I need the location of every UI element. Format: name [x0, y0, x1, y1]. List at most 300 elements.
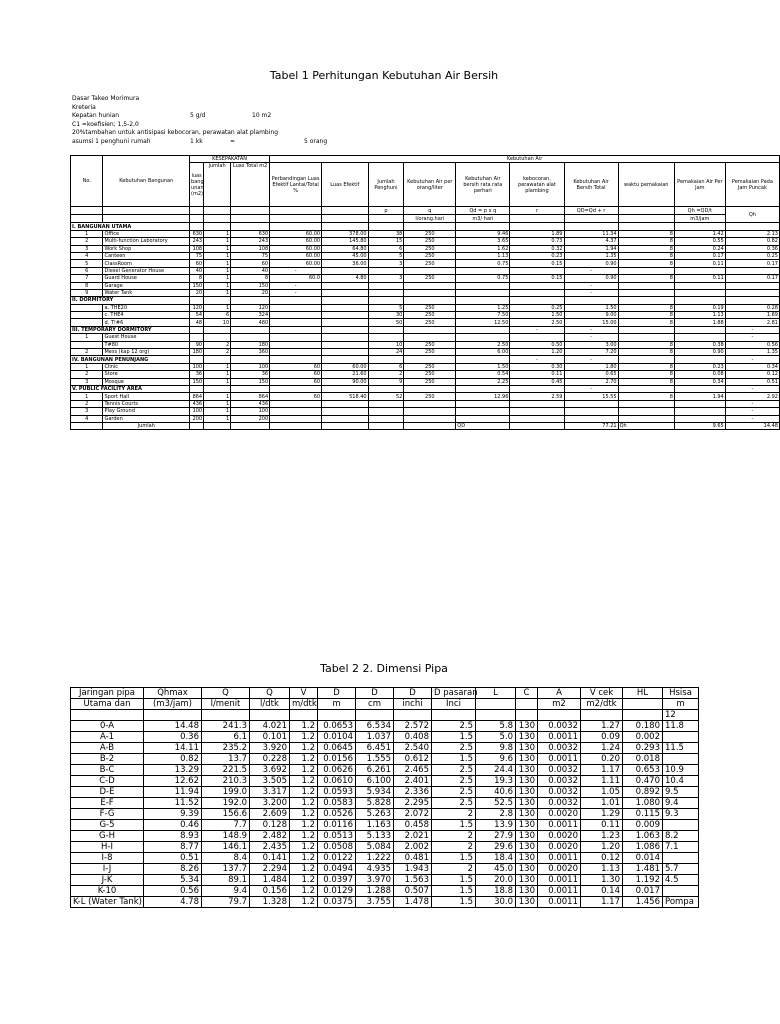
table1-cell: 120 — [190, 304, 204, 311]
table1-cell: Work Shop — [103, 245, 190, 252]
table1-cell — [725, 297, 779, 304]
table1-cell — [368, 289, 404, 296]
table2-cell — [663, 732, 699, 743]
table1-cell: 4.80 — [322, 275, 369, 282]
table1-title: Tabel 1 Perhitungan Kebutuhan Air Bersih — [269, 69, 499, 82]
table1-cell — [456, 334, 510, 341]
table1-cell: 250 — [404, 341, 456, 348]
table1-row — [71, 326, 780, 333]
table1-cell: 8 — [618, 230, 674, 237]
table1-cell: 1 — [204, 260, 231, 267]
table1-cell: 36 — [190, 371, 204, 378]
table1-cell: 2.50 — [510, 319, 564, 326]
table2-row — [71, 831, 699, 842]
table1-cell — [510, 282, 564, 289]
table1-cell: 5 — [71, 260, 103, 267]
table2-cell: 0.141 — [250, 853, 290, 864]
table1-cell: 1.50 — [456, 363, 510, 370]
table1-cell: 2 — [71, 400, 103, 407]
table2-cell: 13.9 — [476, 820, 516, 831]
table1-cell: Play Ground — [103, 408, 190, 415]
table1-row — [71, 275, 780, 282]
table2-cell: 0.51 — [144, 853, 202, 864]
table2-cell: 5.934 — [356, 787, 394, 798]
table1-cell — [270, 341, 322, 348]
table1-cell — [456, 326, 510, 333]
th-pemakaian-puncak: Pemakaian Pada Jam Puncak — [725, 163, 779, 207]
table1-cell: 60 — [270, 393, 322, 400]
table2-cell: 20.0 — [476, 875, 516, 886]
table2-cell: B-C — [71, 765, 144, 776]
table2-cell — [290, 710, 318, 721]
table2-cell: 2.8 — [476, 809, 516, 820]
table1-cell — [204, 334, 231, 341]
table1-cell — [725, 267, 779, 274]
table2-cell: 14.11 — [144, 743, 202, 754]
table1-total-cell — [322, 422, 369, 429]
table2-cell: B-2 — [71, 754, 144, 765]
table1-cell: 108 — [190, 245, 204, 252]
table2-title: Tabel 2 2. Dimensi Pipa — [320, 662, 448, 675]
table1-cell: 3 — [71, 408, 103, 415]
table2-cell: 1.5 — [432, 875, 476, 886]
table1-cell: 1 — [71, 363, 103, 370]
table2-cell — [71, 710, 144, 721]
table1-total-cell — [270, 422, 322, 429]
table1-cell: 0.36 — [725, 245, 779, 252]
meta-line1: Dasar Takeo Morimura — [72, 95, 140, 102]
table2-row — [71, 732, 699, 743]
table2-cell — [202, 710, 250, 721]
table1-cell: a. THE20 — [103, 304, 190, 311]
table1-cell — [270, 408, 322, 415]
table2-cell: 0.20 — [581, 754, 623, 765]
table1-cell: 36.00 — [322, 260, 369, 267]
table2-cell — [476, 710, 516, 721]
table2-cell: 4.021 — [250, 721, 290, 732]
table2-cell: 130 — [516, 787, 538, 798]
table1-cell — [510, 334, 564, 341]
table2-header: A — [538, 688, 581, 699]
table1-cell — [204, 223, 231, 230]
table1-cell: 250 — [404, 230, 456, 237]
table1-cell: 15.00 — [564, 319, 618, 326]
table1-row — [71, 415, 780, 422]
table1-total-cell — [204, 422, 231, 429]
table1-cell: 250 — [404, 363, 456, 370]
table1-cell: 2.81 — [725, 319, 779, 326]
th-luas-total: Luas Total m2 — [231, 163, 270, 207]
table2-cell: 0.408 — [394, 732, 432, 743]
table2-cell: 130 — [516, 897, 538, 908]
table2-cell: 0.009 — [623, 820, 663, 831]
table1-row — [71, 349, 780, 356]
table1-row — [71, 400, 780, 407]
table2-cell: 79.7 — [202, 897, 250, 908]
table1-cell: ClassRoom — [103, 260, 190, 267]
table1-cell: 243 — [190, 238, 204, 245]
table2-row — [71, 809, 699, 820]
table1-cell: 1 — [204, 275, 231, 282]
table2-row — [71, 820, 699, 831]
table1-cell: 6 — [368, 245, 404, 252]
table1-cell — [71, 319, 103, 326]
table1-cell — [322, 319, 369, 326]
table1-cell — [190, 223, 204, 230]
table1-cell — [404, 334, 456, 341]
table1-cell: 0.17 — [725, 275, 779, 282]
table2-cell: 8.26 — [144, 864, 202, 875]
table2-cell: 1.23 — [581, 831, 623, 842]
table2-cell: 0.101 — [250, 732, 290, 743]
table1-cell: 3 — [71, 245, 103, 252]
table2-header: HL — [623, 688, 663, 699]
table1-cell: 8 — [618, 363, 674, 370]
table2-cell: 2.5 — [432, 721, 476, 732]
table2-cell: 9.6 — [476, 754, 516, 765]
table1-cell — [456, 282, 510, 289]
table1-cell: 436 — [231, 400, 270, 407]
th-luas-efektif: Luas Efektif — [322, 163, 369, 207]
table2-cell: 3.505 — [250, 776, 290, 787]
table2-cell: 0-A — [71, 721, 144, 732]
table1-cell: 250 — [404, 393, 456, 400]
table1-row — [71, 385, 780, 392]
table2-cell: 1.163 — [356, 820, 394, 831]
table1-row — [71, 312, 780, 319]
table1-cell: 1.13 — [456, 252, 510, 259]
table1-row — [71, 252, 780, 259]
table2-row — [71, 842, 699, 853]
table2-cell: Pompa — [663, 897, 699, 908]
table1-cell: 60.00 — [270, 252, 322, 259]
table2-cell — [581, 710, 623, 721]
table2-cell: 6.451 — [356, 743, 394, 754]
table2-cell: 0.0011 — [538, 754, 581, 765]
table2-cell: 1.2 — [290, 754, 318, 765]
table1-cell: 0.25 — [725, 252, 779, 259]
table2-cell: 0.0593 — [318, 787, 356, 798]
table2-row — [71, 886, 699, 897]
table1-row — [71, 319, 780, 326]
th-no: No. — [71, 156, 103, 207]
table2-cell: 0.0610 — [318, 776, 356, 787]
table2-cell: 2 — [432, 809, 476, 820]
table1-cell: - — [564, 289, 618, 296]
table1-cell: - — [564, 282, 618, 289]
table1-row — [71, 334, 780, 341]
table1-cell: 52 — [368, 393, 404, 400]
table1-cell: 250 — [404, 245, 456, 252]
table1-cell — [618, 385, 674, 392]
table1-cell: 630 — [190, 230, 204, 237]
table2-cell: 24.4 — [476, 765, 516, 776]
table1-cell — [404, 282, 456, 289]
table2-header: Jaringan pipa — [71, 688, 144, 699]
table2-subheader: m2/dtk — [581, 699, 623, 710]
table2-header: D — [394, 688, 432, 699]
table1-cell: 6 — [204, 312, 231, 319]
table2-cell: 0.612 — [394, 754, 432, 765]
table2-subheader: m — [318, 699, 356, 710]
table1-cell: 20 — [190, 289, 204, 296]
table2-cell: 0.0032 — [538, 721, 581, 732]
table2-cell: 10.4 — [663, 776, 699, 787]
table1-cell: 20 — [231, 289, 270, 296]
table1-row — [71, 297, 780, 304]
table1-cell: 1.62 — [456, 245, 510, 252]
table1-cell: 60.00 — [270, 260, 322, 267]
table2-cell: 1.2 — [290, 875, 318, 886]
table1-cell: 436 — [190, 400, 204, 407]
table1-cell: 3 — [368, 260, 404, 267]
table1-cell: 0.75 — [456, 260, 510, 267]
table1-row — [71, 363, 780, 370]
table1-cell: 2.92 — [725, 393, 779, 400]
table1-cell: 0.82 — [725, 238, 779, 245]
table1-cell: 8 — [190, 275, 204, 282]
table2-cell: 1.5 — [432, 897, 476, 908]
table1-cell — [725, 223, 779, 230]
table2-cell: 130 — [516, 721, 538, 732]
table1-cell: 60.00 — [270, 238, 322, 245]
table1-cell: 30 — [368, 312, 404, 319]
table1-cell: 250 — [404, 378, 456, 385]
table1-cell: 15.55 — [564, 393, 618, 400]
table1-cell: - — [725, 326, 779, 333]
table2-cell: 1.037 — [356, 732, 394, 743]
table2-cell: 1.5 — [432, 820, 476, 831]
table1-cell — [510, 415, 564, 422]
table1-cell: 1.42 — [674, 230, 725, 237]
table2-cell: 0.0513 — [318, 831, 356, 842]
table1-total-cell — [190, 422, 204, 429]
table2-cell: 0.017 — [623, 886, 663, 897]
table1-cell: 8 — [618, 349, 674, 356]
table1-cell: 120 — [231, 304, 270, 311]
table2-cell: 1.29 — [581, 809, 623, 820]
table1-cell: 8 — [618, 393, 674, 400]
table1-row — [71, 245, 780, 252]
th-luas-bang: luas bang unan (m2) — [190, 163, 204, 207]
table1-total-cell: QD — [456, 422, 510, 429]
table2-cell: 0.293 — [623, 743, 663, 754]
table2-cell: 130 — [516, 864, 538, 875]
table2-cell: I-J — [71, 864, 144, 875]
table2-cell: 2.021 — [394, 831, 432, 842]
table1-cell: 250 — [404, 349, 456, 356]
table1-cell — [510, 267, 564, 274]
table1-row — [71, 378, 780, 385]
table2-cell: 2.5 — [432, 743, 476, 754]
table1-cell: 60 — [231, 260, 270, 267]
table1-cell — [674, 408, 725, 415]
table1-row — [71, 267, 780, 274]
table2-cell: 0.458 — [394, 820, 432, 831]
th-sym-qd-total: QD=Qd + r — [564, 207, 618, 215]
table1-total-cell — [231, 422, 270, 429]
table1-cell: 6.00 — [456, 349, 510, 356]
table1-cell: Guard House — [103, 275, 190, 282]
table1-cell — [231, 326, 270, 333]
table1-cell: 2.50 — [456, 341, 510, 348]
table1-cell: 7.20 — [564, 349, 618, 356]
table2-cell: 0.0653 — [318, 721, 356, 732]
table1-row — [71, 282, 780, 289]
table2-cell: 11.8 — [663, 721, 699, 732]
table1-cell: 250 — [404, 319, 456, 326]
table1-cell — [190, 356, 204, 363]
table1-cell: 4.37 — [564, 238, 618, 245]
table2-header: D pasaran — [432, 688, 476, 699]
table2-cell: 1.063 — [623, 831, 663, 842]
table1-cell — [404, 223, 456, 230]
table1-cell — [404, 400, 456, 407]
table1-cell — [618, 326, 674, 333]
table1-cell: c. THE4 — [103, 312, 190, 319]
table1-cell — [322, 282, 369, 289]
table1-cell: 0.08 — [674, 371, 725, 378]
table1-cell — [618, 334, 674, 341]
table2-cell: 1.5 — [432, 853, 476, 864]
table2-cell: 0.0626 — [318, 765, 356, 776]
table1-cell — [674, 356, 725, 363]
table1-cell: 0.17 — [725, 260, 779, 267]
th-waktu: waktu pemakaian — [618, 163, 674, 207]
table1-cell: 1 — [204, 267, 231, 274]
table1-row — [71, 356, 780, 363]
table1-cell: 0.73 — [510, 238, 564, 245]
table1-cell: - — [725, 415, 779, 422]
table1-cell: 8 — [618, 260, 674, 267]
table1-cell — [71, 304, 103, 311]
table1-cell — [204, 385, 231, 392]
table2-cell: 5.0 — [476, 732, 516, 743]
table2-subheader: l/dtk — [250, 699, 290, 710]
th-sym-qd: Qd = p x q — [456, 207, 510, 215]
table2-cell: 9.3 — [663, 809, 699, 820]
table1-row — [71, 304, 780, 311]
meta-asumsi-val2: 5 orang — [304, 137, 328, 145]
table1-cell: 5 — [368, 252, 404, 259]
table2-cell: 0.180 — [623, 721, 663, 732]
table1-cell: 145.80 — [322, 238, 369, 245]
table1-cell: 0.28 — [725, 304, 779, 311]
table1-cell: 8 — [231, 275, 270, 282]
table2-cell: 5.084 — [356, 842, 394, 853]
table2-cell: H-I — [71, 842, 144, 853]
table2-cell: A-B — [71, 743, 144, 754]
meta-asumsi-val1: 1 kk — [190, 137, 203, 145]
table1-cell — [456, 289, 510, 296]
table1-cell: Store — [103, 371, 190, 378]
table2-cell: 6.1 — [202, 732, 250, 743]
table1-row — [71, 230, 780, 237]
table2-cell: 30.0 — [476, 897, 516, 908]
table1-cell — [270, 356, 322, 363]
table2-subheader: inchi — [394, 699, 432, 710]
table1-row — [71, 289, 780, 296]
table2-cell: 18.8 — [476, 886, 516, 897]
table2-row — [71, 776, 699, 787]
table2-cell: 0.46 — [144, 820, 202, 831]
table1-cell — [674, 297, 725, 304]
table1-cell — [674, 223, 725, 230]
table1-cell: 1.35 — [725, 349, 779, 356]
table2-cell: 3.317 — [250, 787, 290, 798]
table1-cell: Multi-function Laboratory — [103, 238, 190, 245]
th-unit-m3hari: m3/ hari — [456, 215, 510, 223]
table1-cell: Diesel Generator House — [103, 267, 190, 274]
table1-cell: 243 — [231, 238, 270, 245]
table2-cell: 2.435 — [250, 842, 290, 853]
table1-cell: 21.60 — [322, 371, 369, 378]
table1-cell: - — [725, 334, 779, 341]
table2-cell: 0.0020 — [538, 831, 581, 842]
table1-cell — [322, 326, 369, 333]
table2-cell: K-L (Water Tank) — [71, 897, 144, 908]
table1-cell: 100 — [190, 408, 204, 415]
table1-cell — [618, 282, 674, 289]
table2-cell: 0.481 — [394, 853, 432, 864]
table2-cell: 130 — [516, 743, 538, 754]
table1-cell: 2 — [71, 371, 103, 378]
table2-cell: 0.0020 — [538, 842, 581, 853]
table1-cell: 0.15 — [510, 275, 564, 282]
table2-cell: 0.0032 — [538, 765, 581, 776]
table2-cell: 19.3 — [476, 776, 516, 787]
table1-cell: 2.25 — [456, 378, 510, 385]
table1-cell: 9.00 — [564, 312, 618, 319]
table1-cell: 60.00 — [270, 245, 322, 252]
table1-cell: 4 — [71, 415, 103, 422]
table1-cell — [618, 223, 674, 230]
table1-cell: 1 — [204, 408, 231, 415]
table2-cell: 1.456 — [623, 897, 663, 908]
table2-cell: 0.0375 — [318, 897, 356, 908]
table2-cell: 130 — [516, 809, 538, 820]
table2-cell: 1.5 — [432, 886, 476, 897]
table2-cell: 1.24 — [581, 743, 623, 754]
table1-cell — [725, 289, 779, 296]
table1-cell — [270, 319, 322, 326]
th-kebutuhan-total: Kebutuhan Air Bersih Total — [564, 163, 618, 207]
table2-cell: A-1 — [71, 732, 144, 743]
table1-cell: 100 — [190, 363, 204, 370]
table2-cell: 0.470 — [623, 776, 663, 787]
table2-row — [71, 721, 699, 732]
table1-cell — [368, 267, 404, 274]
th-kesepakatan: KESEPAKATAN — [190, 156, 270, 163]
table1-cell — [231, 385, 270, 392]
table1-cell: 250 — [404, 252, 456, 259]
table1-cell — [270, 326, 322, 333]
meta-asumsi-label: asumsi 1 penghuni rumah — [72, 137, 151, 145]
table1-cell: 0.65 — [564, 371, 618, 378]
table1-cell: 1 — [204, 238, 231, 245]
table2-cell: 130 — [516, 842, 538, 853]
table1-cell: - — [725, 385, 779, 392]
table2-cell — [663, 886, 699, 897]
table1-cell: 180 — [231, 341, 270, 348]
table2-cell: 1.2 — [290, 864, 318, 875]
table1-cell — [456, 400, 510, 407]
table1-cell — [322, 289, 369, 296]
table1-cell: 1.13 — [674, 312, 725, 319]
th-sym-qh: Qh =QD/t — [674, 207, 725, 215]
table1-cell: 9 — [71, 289, 103, 296]
table1-cell: 0.25 — [510, 304, 564, 311]
